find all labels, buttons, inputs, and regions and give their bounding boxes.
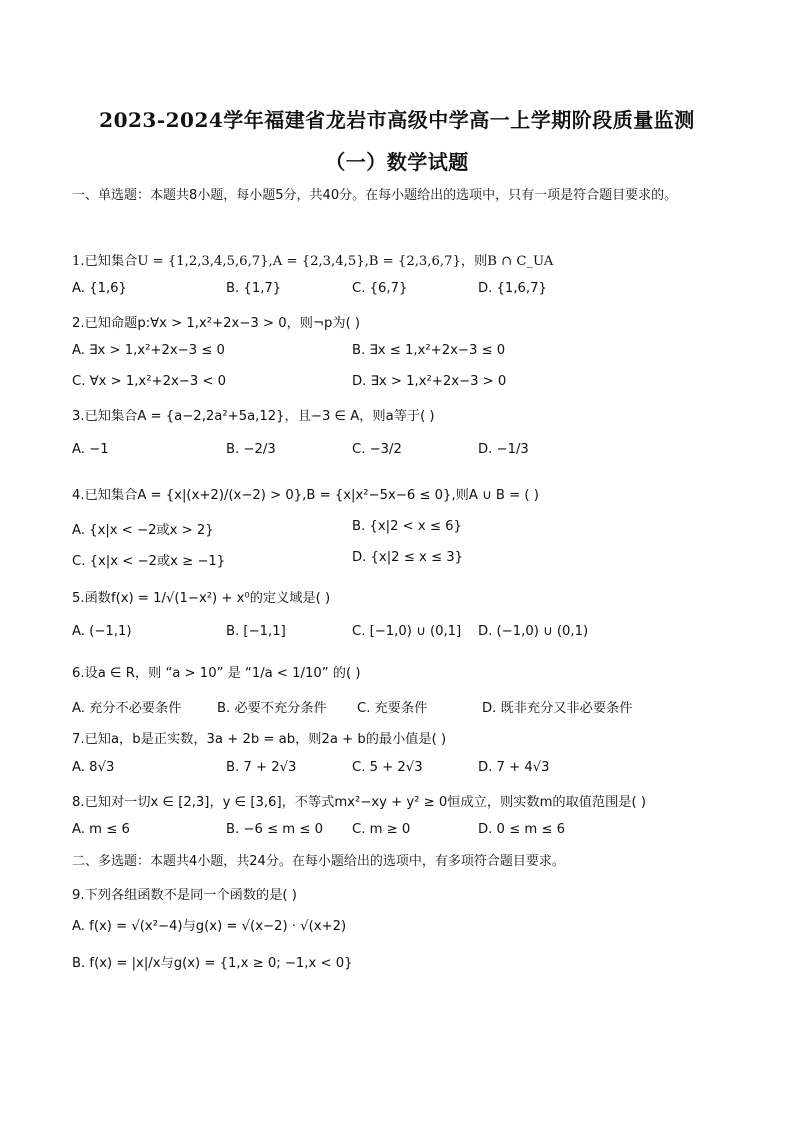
question-9-stem: 9.下列各组函数不是同一个函数的是( ) [72, 888, 297, 903]
question-7-options [72, 760, 722, 782]
option-c[interactable]: C. m ≥ 0 [352, 822, 411, 837]
option-a[interactable]: A. m ≤ 6 [72, 822, 130, 837]
option-c[interactable]: C. 充要条件 [357, 701, 428, 716]
option-d[interactable]: D. (−1,0) ∪ (0,1) [478, 624, 589, 639]
question-2-options-row-2 [72, 374, 722, 396]
option-b[interactable]: B. {x|2 < x ≤ 6} [352, 519, 462, 534]
option-d[interactable]: D. 0 ≤ m ≤ 6 [478, 822, 566, 837]
question-9-option-a-row [72, 915, 722, 937]
exam-title-line-1: 2023-2024学年福建省龙岩市高级中学高一上学期阶段质量监测 [99, 108, 695, 132]
question-4-options-row-2 [72, 550, 722, 572]
question-4-stem: 4.已知集合A = {x|(x+2)/(x−2) > 0},B = {x|x²−5x−6 ≤ 0},则A ∪ B = ( ) [72, 488, 539, 503]
question-6-stem: 6.设a ∈ R，则 “a > 10” 是 “1/a < 1/10” 的( ) [72, 666, 361, 681]
option-c[interactable]: C. ∀x > 1,x²+2x−3 < 0 [72, 374, 227, 389]
option-d[interactable]: D. 既非充分又非必要条件 [482, 701, 633, 716]
option-a[interactable]: A. f(x) = √(x²−4)与g(x) = √(x−2) · √(x+2) [72, 919, 347, 934]
question-4-options-row-1 [72, 519, 722, 541]
option-c[interactable]: C. −3/2 [352, 442, 402, 457]
option-b[interactable]: B. 7 + 2√3 [226, 760, 297, 775]
option-b[interactable]: B. ∃x ≤ 1,x²+2x−3 ≤ 0 [352, 343, 506, 358]
question-7-stem: 7.已知a，b是正实数，3a + 2b = ab，则2a + b的最小值是( ) [72, 732, 447, 747]
question-6-options [72, 697, 722, 719]
option-b[interactable]: B. −6 ≤ m ≤ 0 [226, 822, 323, 837]
question-2-options-row-1 [72, 343, 722, 365]
option-b[interactable]: B. 必要不充分条件 [217, 701, 327, 716]
section-heading-multiple-choice: 二、多选题：本题共4小题，共24分。在每小题给出的选项中，有多项符合题目要求。 [72, 854, 565, 869]
option-a[interactable]: A. {1,6} [72, 281, 127, 296]
option-a[interactable]: A. {x|x < −2或x > 2} [72, 523, 214, 538]
question-3-stem: 3.已知集合A = {a−2,2a²+5a,12}，且−3 ∈ A，则a等于( ) [72, 409, 435, 424]
option-d[interactable]: D. ∃x > 1,x²+2x−3 > 0 [352, 374, 507, 389]
option-b[interactable]: B. f(x) = |x|/x与g(x) = {1,x ≥ 0; −1,x < 0} [72, 956, 353, 971]
option-d[interactable]: D. 7 + 4√3 [478, 760, 550, 775]
question-1-stem: 1.已知集合U = {1,2,3,4,5,6,7},A = {2,3,4,5},B = {2,3,6,7}，则B ∩ C_UA [72, 254, 554, 269]
section-heading-single-choice: 一、单选题：本题共8小题，每小题5分，共40分。在每小题给出的选项中，只有一项是符合题目要求的。 [72, 188, 678, 203]
question-8-stem: 8.已知对一切x ∈ [2,3]，y ∈ [3,6]，不等式mx²−xy + y² ≥ 0恒成立，则实数m的取值范围是( ) [72, 795, 647, 810]
question-1-options [72, 281, 722, 303]
question-9-option-b-row [72, 952, 722, 974]
option-d[interactable]: D. {1,6,7} [478, 281, 547, 296]
option-d[interactable]: D. −1/3 [478, 442, 529, 457]
option-d[interactable]: D. {x|2 ≤ x ≤ 3} [352, 550, 464, 565]
option-b[interactable]: B. −2/3 [226, 442, 276, 457]
question-3-options [72, 442, 722, 464]
option-c[interactable]: C. {x|x < −2或x ≥ −1} [72, 554, 226, 569]
question-5-options [72, 624, 722, 646]
option-a[interactable]: A. (−1,1) [72, 624, 132, 639]
option-a[interactable]: A. 8√3 [72, 760, 115, 775]
option-c[interactable]: C. [−1,0) ∪ (0,1] [352, 624, 462, 639]
question-2-stem: 2.已知命题p:∀x > 1,x²+2x−3 > 0，则¬p为( ) [72, 316, 361, 331]
option-a[interactable]: A. ∃x > 1,x²+2x−3 ≤ 0 [72, 343, 225, 358]
option-a[interactable]: A. 充分不必要条件 [72, 701, 182, 716]
exam-title-line-2: （一）数学试题 [325, 150, 469, 174]
question-8-options [72, 822, 722, 844]
question-5-stem: 5.函数f(x) = 1/√(1−x²) + x⁰的定义域是( ) [72, 591, 331, 606]
option-c[interactable]: C. {6,7} [352, 281, 408, 296]
option-b[interactable]: B. [−1,1] [226, 624, 286, 639]
option-b[interactable]: B. {1,7} [226, 281, 282, 296]
option-c[interactable]: C. 5 + 2√3 [352, 760, 423, 775]
option-a[interactable]: A. −1 [72, 442, 109, 457]
